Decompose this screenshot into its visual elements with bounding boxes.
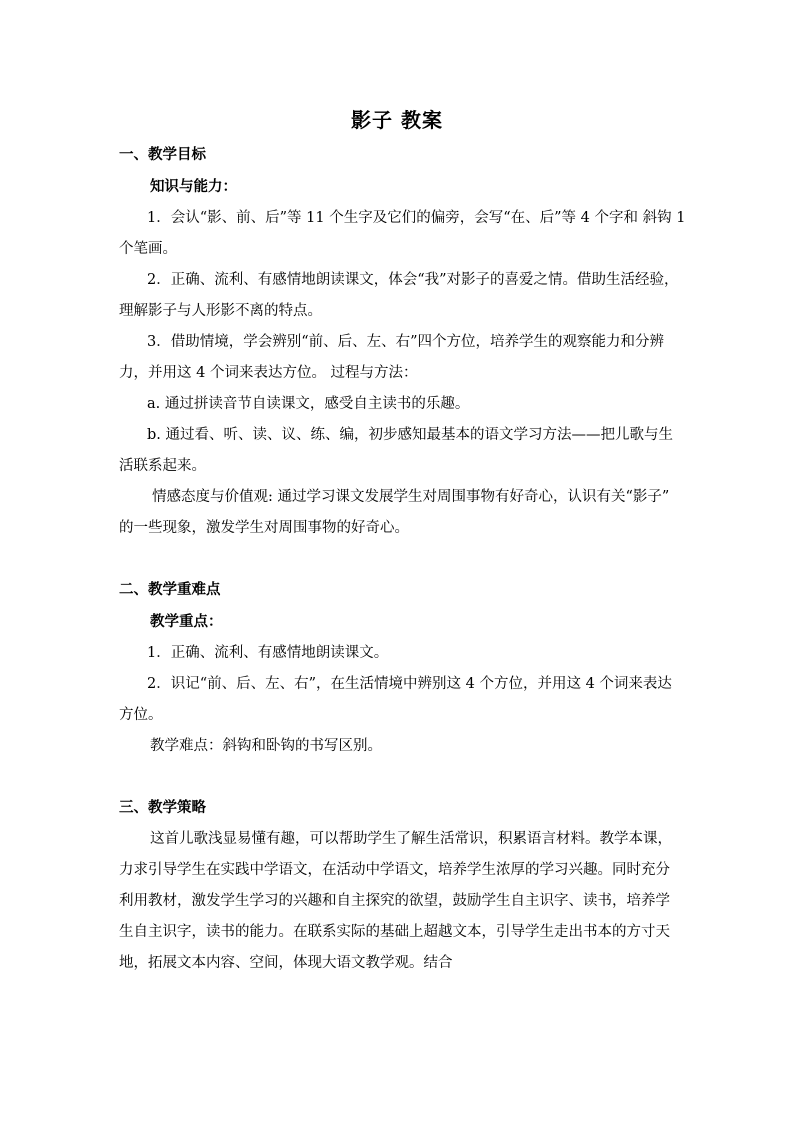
- s3-line-3: 利用教材，激发学生学习的兴趣和自主探究的欲望，鼓励学生自主识字、读书，培养学: [119, 893, 670, 909]
- s1-item-b-line-1: b. 通过看、听、读、议、练、编，初步感知最基本的语文学习方法——把儿歌与生: [147, 427, 673, 443]
- s2-difficulty: 教学难点：斜钩和卧钩的书写区别。: [150, 738, 382, 754]
- s1-emotion-line-1: 情感态度与价值观: 通过学习课文发展学生对周围事物有好奇心，认识有关“影子”: [152, 489, 670, 505]
- s3-line-2: 力求引导学生在实践中学语文，在活动中学语文，培养学生浓厚的学习兴趣。同时充分: [119, 862, 670, 878]
- s3-line-4: 生自主识字，读书的能力。在联系实际的基础上超越文本，引导学生走出书本的方寸天: [119, 924, 670, 940]
- s1-item-a: a. 通过拼读音节自读课文，感受自主读书的乐趣。: [147, 396, 470, 412]
- s1-item-2-line-2: 理解影子与人形影不离的特点。: [119, 303, 322, 319]
- s1-emotion-line-2: 的一些现象，激发学生对周围事物的好奇心。: [119, 520, 409, 536]
- section-2-subheading: 教学重点：: [150, 613, 223, 630]
- section-1-heading: 一、教学目标: [119, 146, 206, 163]
- s2-item-2-line-1: 2．识记“前、后、左、右”，在生活情境中辨别这 4 个方位，并用这 4 个词来表达: [147, 676, 672, 692]
- s1-item-3-line-1: 3．借助情境，学会辨别“前、后、左、右”四个方位，培养学生的观察能力和分辨: [147, 334, 665, 350]
- s1-item-b-line-2: 活联系起来。: [119, 458, 206, 474]
- document-title: 影子 教案: [351, 108, 443, 132]
- s2-item-2-line-2: 方位。: [119, 707, 163, 723]
- s3-line-5: 地，拓展文本内容、空间，体现大语文教学观。结合: [119, 955, 453, 971]
- s1-item-1-line-1: 1．会认“影、前、后”等 11 个生字及它们的偏旁，会写“在、后”等 4 个字和 斜钩 1: [147, 210, 686, 226]
- s1-item-1-line-2: 个笔画。: [119, 241, 177, 257]
- s3-line-1: 这首儿歌浅显易懂有趣，可以帮助学生了解生活常识，积累语言材料。教学本课，: [150, 831, 672, 847]
- s1-item-2-line-1: 2．正确、流利、有感情地朗读课文，体会“我”对影子的喜爱之情。借助生活经验，: [147, 272, 679, 288]
- s1-item-3-line-2: 力，并用这 4 个词来表达方位。 过程与方法：: [119, 365, 418, 381]
- section-2-heading: 二、教学重难点: [119, 581, 221, 598]
- section-3-heading: 三、教学策略: [119, 799, 206, 816]
- s2-item-1: 1．正确、流利、有感情地朗读课文。: [147, 645, 389, 661]
- section-1-subheading: 知识与能力：: [150, 178, 237, 195]
